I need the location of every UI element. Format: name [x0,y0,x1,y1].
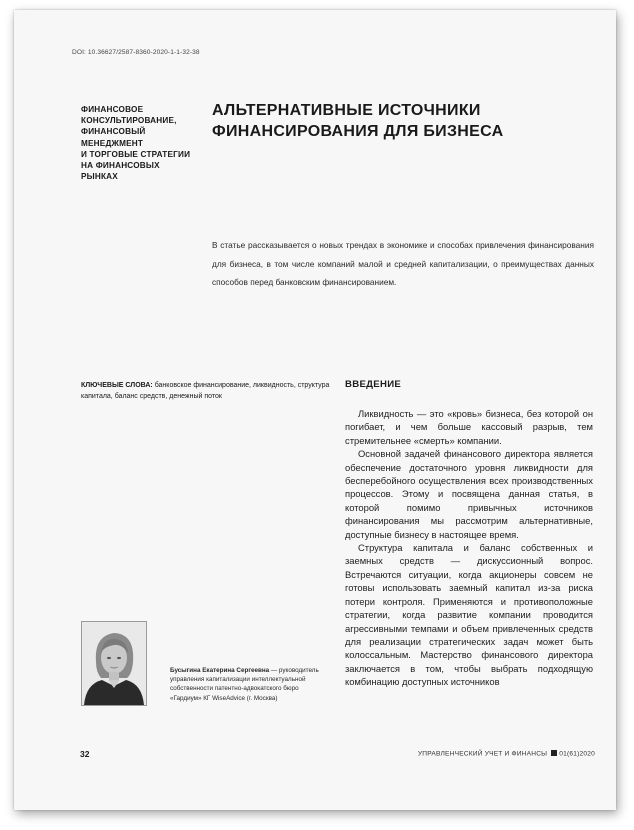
article-title-line: ФИНАНСИРОВАНИЯ ДЛЯ БИЗНЕСА [212,123,504,140]
article-title [212,100,592,142]
journal-name: УПРАВЛЕНЧЕСКИЙ УЧЕТ И ФИНАНСЫ [417,750,548,758]
intro-body [345,407,593,689]
body-paragraph: Основной задачей финансового директора является обеспечение достаточного уровня ликвидности для бесперебойного осуществления всех производственных процессов. Этому и посвящена данная статья, в которой помимо привычных источников финансирования мы рассмотрим альтернативные, доступные бизнесу в настоящее время. [345,448,593,540]
abstract: В статье рассказывается о новых трендах в экономике и способах привлечения финансирования для бизнеса, в том числе компаний малой и средней капитализации, о преимуществах данных способов перед банковским финансированием. [212,240,594,288]
journal-footer [418,750,595,758]
square-bullet-icon [551,750,557,756]
section-label-line: ФИНАНСОВЫЙ [81,127,146,137]
journal-issue: 01(61)2020 [559,750,595,758]
section-label-line: РЫНКАХ [81,172,118,182]
section-label [81,104,201,182]
author-info [170,666,331,703]
body-paragraph: Ликвидность — это «кровь» бизнеса, без которой он погибает, и чем больше кассовый разрыв, тем стремительнее «смерть» компании. [345,408,593,446]
author-portrait-image [82,622,146,705]
journal-page [14,10,616,810]
section-label-line: МЕНЕДЖМЕНТ [81,138,144,148]
section-label-line: НА ФИНАНСОВЫХ [81,161,160,171]
author-description: — руководитель управления капитализации интеллектуальной собственности патентно-адвокатского бюро «Гардиум» КГ WiseAdvice (г. Москва) [170,667,319,702]
article-title-line: АЛЬТЕРНАТИВНЫЕ ИСТОЧНИКИ [212,102,481,119]
keywords [81,380,331,402]
keywords-text: банковское финансирование, ликвидность, структура капитала, баланс средств, денежный поток [81,382,330,400]
page-number: 32 [80,749,90,759]
section-label-line: ФИНАНСОВОЕ [81,105,144,114]
section-label-line: КОНСУЛЬТИРОВАНИЕ, [81,116,177,126]
doi-line: DOI: 10.36627/2587-8360-2020-1-1-32-38 [72,49,200,56]
body-paragraph: Структура капитала и баланс собственных и заемных средств — дискуссионный вопрос. Встречаются ситуации, когда акционеры совсем не готовы использовать заемный капитал из-за риска потери контроля. Применяются и противоположные стратегии, когда развитие компании проводится агрессивными темпами и объем привлеченных средств для реализации стратегических задач может быть колоссальным. Мастерство финансового директора заключается в том, чтобы выбрать подходящую комбинацию доступных источников [345,542,593,688]
intro-heading: ВВЕДЕНИЕ [345,379,402,390]
author-photo [81,621,147,706]
author-name: Бусыгина Екатерина Сергеевна [170,667,270,674]
keywords-label: КЛЮЧЕВЫЕ СЛОВА: [81,382,153,389]
section-label-line: И ТОРГОВЫЕ СТРАТЕГИИ [81,149,191,159]
